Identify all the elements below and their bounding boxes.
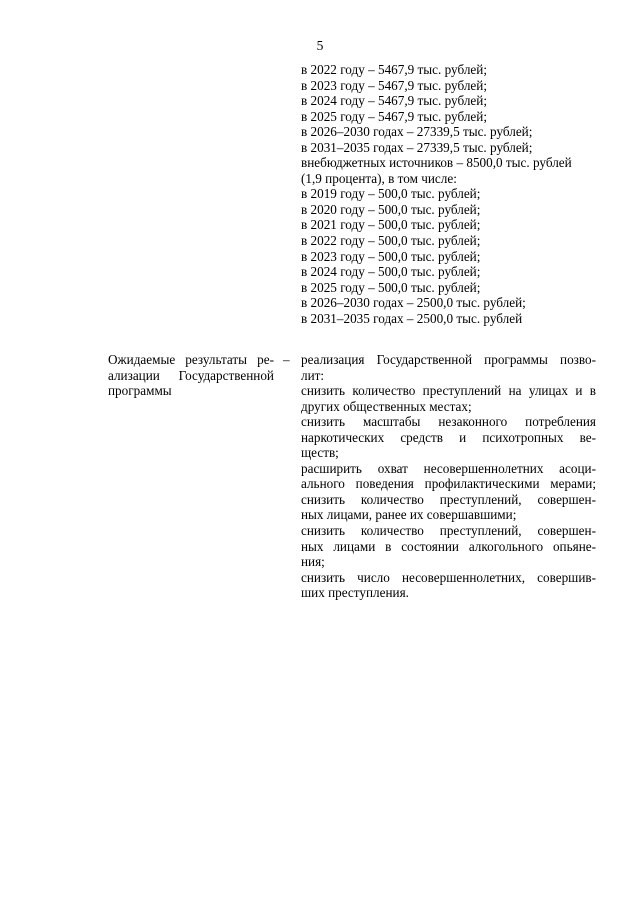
- funding-line: в 2022 году – 5467,9 тыс. рублей;: [301, 62, 487, 77]
- funding-line: в 2021 году – 500,0 тыс. рублей;: [301, 217, 481, 233]
- funding-line: в 2023 году – 5467,9 тыс. рублей;: [301, 77, 487, 93]
- result-line: снизить число несовершеннолетних, совершив-: [301, 569, 596, 585]
- label-line: Ожидаемые результаты ре-: [108, 352, 274, 367]
- result-line: ния;: [301, 554, 325, 570]
- funding-line: в 2022 году – 500,0 тыс. рублей;: [301, 233, 481, 249]
- funding-line: в 2024 году – 500,0 тыс. рублей;: [301, 264, 481, 280]
- result-line: снизить количество преступлений, совершен-: [301, 523, 596, 539]
- label-line: ализации Государственной: [108, 367, 274, 383]
- funding-line: в 2026–2030 годах – 2500,0 тыс. рублей;: [301, 295, 526, 311]
- funding-line: в 2031–2035 годах – 2500,0 тыс. рублей: [301, 310, 523, 326]
- result-line: ществ;: [301, 445, 339, 461]
- funding-line: внебюджетных источников – 8500,0 тыс. рублей: [301, 155, 572, 171]
- funding-line: в 2024 году – 5467,9 тыс. рублей;: [301, 93, 487, 109]
- funding-breakdown: [301, 62, 596, 326]
- result-line: снизить масштабы незаконного потребления: [301, 414, 596, 430]
- funding-line: в 2019 году – 500,0 тыс. рублей;: [301, 186, 481, 202]
- funding-line: (1,9 процента), в том числе:: [301, 170, 457, 186]
- result-line: ных лицами в состоянии алкогольного опьяне-: [301, 538, 596, 554]
- result-line: наркотических средств и психотропных ве-: [301, 429, 596, 445]
- funding-line: в 2023 году – 500,0 тыс. рублей;: [301, 248, 481, 264]
- result-line: ального поведения профилактическими мерами;: [301, 476, 596, 492]
- page-number: 5: [316, 38, 324, 53]
- result-line: ших преступления.: [301, 585, 409, 601]
- row-dash: –: [283, 352, 290, 367]
- result-line: реализация Государственной программы позво-: [301, 352, 596, 367]
- result-line: ных лицами, ранее их совершавшими;: [301, 507, 517, 523]
- result-line: других общественных местах;: [301, 398, 472, 414]
- funding-line: в 2031–2035 годах – 27339,5 тыс. рублей;: [301, 139, 533, 155]
- funding-line: в 2025 году – 500,0 тыс. рублей;: [301, 279, 481, 295]
- label-line: программы: [108, 383, 172, 399]
- expected-results-text: [301, 352, 596, 601]
- result-line: расширить охват несовершеннолетних асоци-: [301, 460, 596, 476]
- funding-line: в 2026–2030 годах – 27339,5 тыс. рублей;: [301, 124, 533, 140]
- result-line: снизить количество преступлений, совершен-: [301, 491, 596, 507]
- result-line: лит:: [301, 367, 325, 383]
- expected-results-label: [108, 352, 274, 399]
- result-line: снизить количество преступлений на улицах и в: [301, 383, 596, 399]
- funding-line: в 2025 году – 5467,9 тыс. рублей;: [301, 108, 487, 124]
- funding-line: в 2020 году – 500,0 тыс. рублей;: [301, 201, 481, 217]
